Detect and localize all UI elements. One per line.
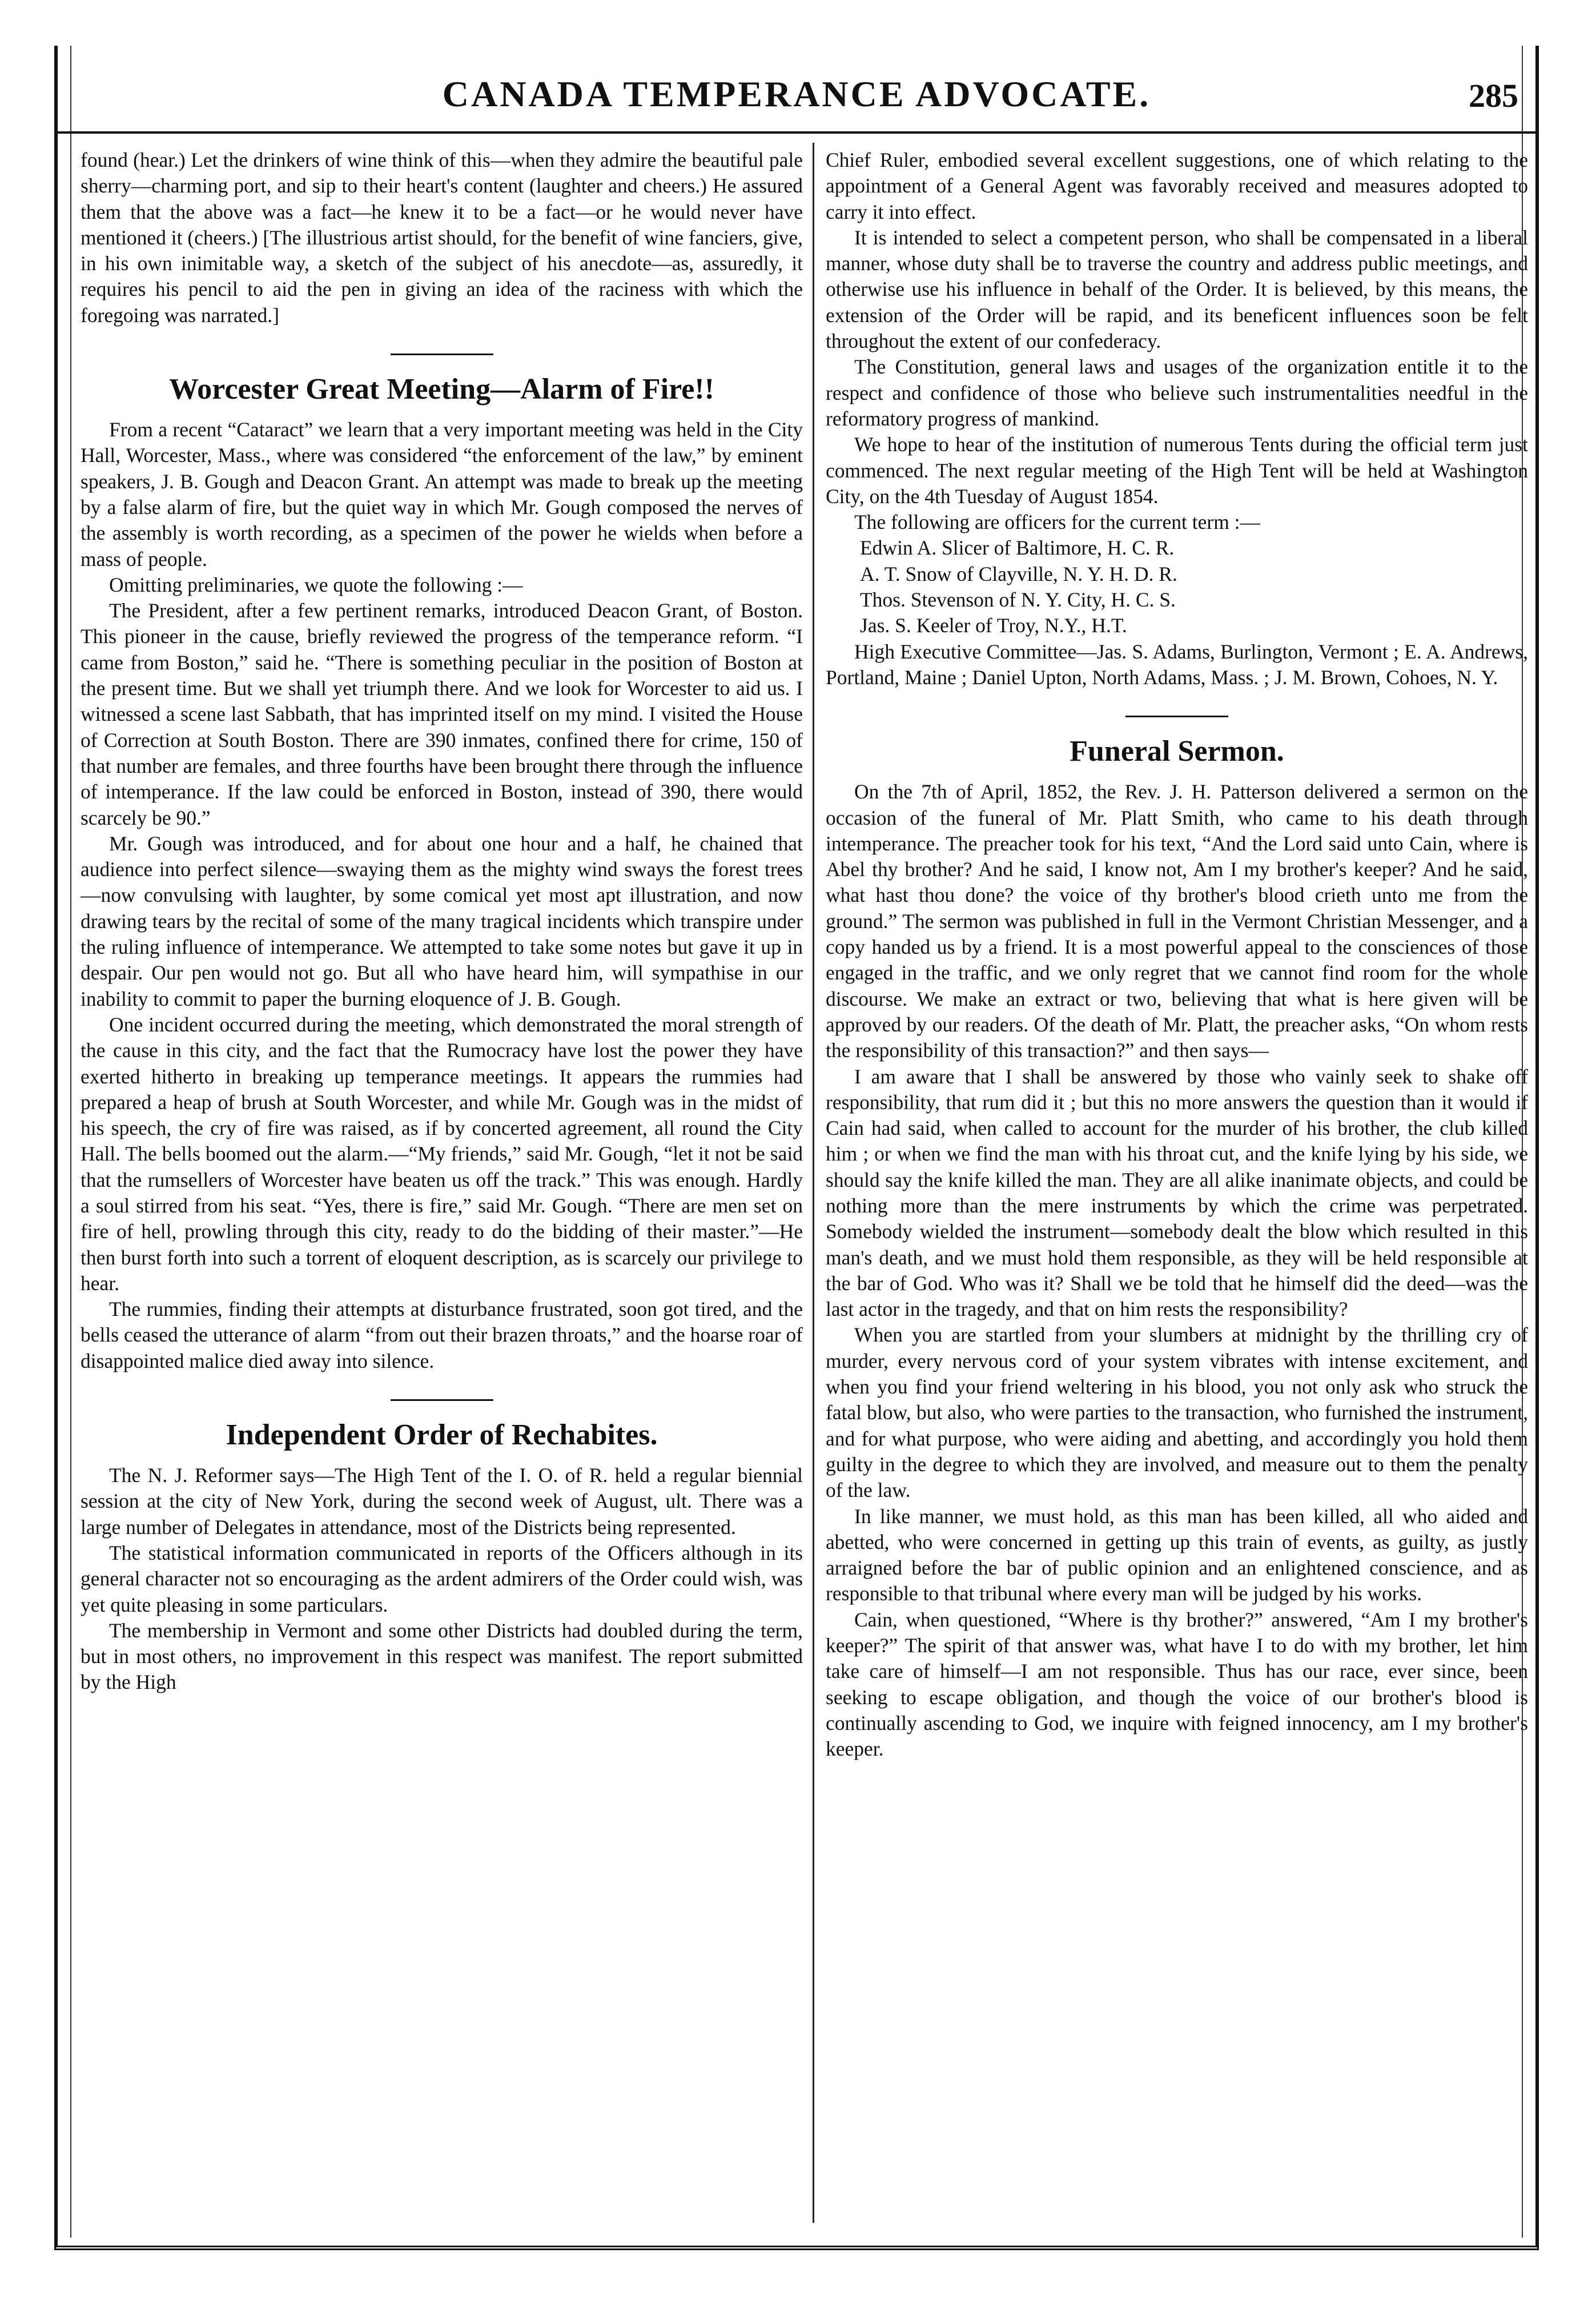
committee-paragraph: High Executive Committee—Jas. S. Adams, Burlington, Vermont ; E. A. Andrews, Portland, Maine ; Daniel Upton, North Adams, Mass. ; J. M. Brown, Cohoes, N. Y. [826, 640, 1528, 689]
article-paragraph: Mr. Gough was introduced, and for about one hour and a half, he chained that audience into perfect silence—swaying them as the mighty wind sways the forest trees—now convulsing with laughter, by some comical yet most apt illustration, and now drawing tears by the recital of some of the many tragical incidents which transpire under the ruling influence of intemperance. We attempted to take some notes but gave it up in despair. Our pen would not go. But all who have heard him, will sympathise in our inability to commit to paper the burning eloquence of J. B. Gough. [81, 832, 803, 1010]
article-paragraph: Cain, when questioned, “Where is thy brother?” answered, “Am I my brother's keeper?” The spirit of that answer was, what have I to do with my brother, let him take care of himself—I am not responsible. Thus has our race, ever since, been seeking to escape obligation, and though the voice of our brother's blood is continually ascending to God, we inquire with feigned innocency, am I my brother's keeper. [826, 1608, 1528, 1761]
section-rule [1125, 716, 1228, 717]
page-header [58, 69, 1535, 134]
article-paragraph: The President, after a few pertinent remarks, introduced Deacon Grant, of Boston. This pioneer in the cause, briefly reviewed the progress of the temperance reform. “I came from Boston,” said he. “There is something peculiar in the position of Boston at the present time. But we shall yet triumph there. And we look for Worcester to aid us. I witnessed a scene last Sabbath, that has imprinted itself on my mind. I visited the House of Correction at South Boston. There are 390 inmates, confined there for crime, 150 of that number are females, and three fourths have been brought there through the influence of intemperance. If the law could be enforced in Boston, instead of 390, there would scarcely be 90.” [81, 599, 803, 829]
newspaper-page [54, 46, 1539, 2250]
article-paragraph: In like manner, we must hold, as this man has been killed, all who aided and abetted, who were concerned in getting up this train of events, as guilty, as justly arraigned before the bar of public opinion and an enlightened conscience, and as responsible to that tribunal where every man will be judged by his works. [826, 1504, 1528, 1605]
page-number: 285 [1469, 77, 1518, 114]
officer-entry: Jas. S. Keeler of Troy, N.Y., H.T. [860, 614, 1127, 637]
officer-entry: Thos. Stevenson of N. Y. City, H. C. S. [860, 588, 1176, 612]
article-paragraph: I am aware that I shall be answered by those who vainly seek to shake off responsibility, that rum did it ; but this no more answers the question than it would if Cain had said, when called to account for the murder of his brother, the club killed him ; or when we find the man with his throat cut, and the knife lying by his side, we should say the knife killed the man. They are all alike inanimate objects, and could be nothing more than the mere instruments by which the crime was perpetrated. Somebody wielded the instrument—somebody dealt the blow which resulted in this man's death, and we must hold them responsible, as they will be held responsible at the bar of God. Who was it? Shall we be told that he himself did the deed—was the last actor in the tragedy, and that on him rests the responsibility? [826, 1065, 1528, 1321]
article-paragraph: The statistical information communicated in reports of the Officers although in its general character not so encouraging as the ardent admirers of the Order could wish, was yet quite pleasing in some particulars. [81, 1541, 803, 1616]
article-paragraph: One incident occurred during the meeting, which demonstrated the moral strength of the cause in this city, and the fact that the Rumocracy have lost the power they have exerted hitherto in breaking up temperance meetings. It appears the rummies had prepared a heap of brush at South Worcester, and while Mr. Gough was in the midst of his speech, the cry of fire was raised, as if by concerted agreement, all round the City Hall. The bells boomed out the alarm.—“My friends,” said Mr. Gough, “let it not be said that the rumsellers of Worcester have beaten us off the track.” This was enough. Hardly a soul stirred from his seat. “Yes, there is fire,” said Mr. Gough. “There are men set on fire of hell, prowling through this city, ready to do the bidding of their master.”—He then burst forth into such a torrent of eloquent description, as is scarcely our privilege to hear. [81, 1013, 803, 1295]
section-rule [391, 1399, 493, 1401]
article-paragraph: Chief Ruler, embodied several excellent suggestions, one of which relating to the appointment of a General Agent was favorably received and measures adopted to carry it into effect. [826, 148, 1528, 223]
right-column [826, 147, 1528, 2223]
article-heading-worcester: Worcester Great Meeting—Alarm of Fire!! [169, 373, 714, 406]
article-paragraph: On the 7th of April, 1852, the Rev. J. H. Patterson delivered a sermon on the occasion of the funeral of Mr. Platt Smith, who came to his death through intemperance. The preacher took for his text, “And the Lord said unto Cain, where is Abel thy brother? And he said, I know not, Am I my brother's keeper? And he said, what hast thou done? the voice of thy brother's blood crieth unto me from the ground.” The sermon was published in full in the Vermont Christian Messenger, and a copy handed us by a friend. It is a most powerful appeal to the consciences of those engaged in the traffic, and we only regret that we cannot find room for the whole discourse. We make an extract or two, believing that what is here given will be approved by our readers. Of the death of Mr. Platt, the preacher asks, “On whom rests the responsibility of this transaction?” and then says— [826, 780, 1528, 1062]
article-paragraph: The following are officers for the current term :— [854, 511, 1261, 534]
column-divider [813, 143, 814, 2223]
article-paragraph: It is intended to select a competent person, who shall be compensated in a liberal manner, whose duty shall be to traverse the country and address public meetings, and otherwise use his influence in behalf of the Order. It is believed, by this means, the extension of the Order will be rapid, and its beneficent influences soon be felt throughout the extent of our confederacy. [826, 226, 1528, 353]
left-column [81, 147, 803, 2223]
article-paragraph: When you are startled from your slumbers at midnight by the thrilling cry of murder, every nervous cord of your system vibrates with intense excitement, and when you find your friend weltering in his blood, you not only ask who struck the fatal blow, but also, who were parties to the transaction, who furnished the instrument, and for what purpose, who were aiding and abetting, and accordingly you hold them guilty in the degree to which they are involved, and measure out to them the penalty of the law. [826, 1323, 1528, 1502]
article-heading-rechabites: Independent Order of Rechabites. [226, 1419, 658, 1452]
article-paragraph: The rummies, finding their attempts at disturbance frustrated, soon got tired, and the bells ceased the utterance of alarm “from out their brazen throats,” and the hoarse roar of disappointed malice died away into silence. [81, 1298, 803, 1372]
officers-list [826, 535, 1528, 639]
article-paragraph: The Constitution, general laws and usages of the organization entitle it to the respect and confidence of those who believe such instrumentalities needful in the reformatory progress of mankind. [826, 355, 1528, 430]
section-rule [391, 354, 493, 355]
intro-paragraph: found (hear.) Let the drinkers of wine think of this—when they admire the beautiful pale sherry—charming port, and sip to their heart's content (laughter and cheers.) He assured them that the above was a fact—he knew it to be a fact—or he would never have mentioned it (cheers.) [The illustrious artist should, for the benefit of wine fanciers, give, in his own inimitable way, a sketch of the subject of his anecdote—as, assuredly, it requires his pencil to aid the pen in giving an idea of the raciness with which the foregoing was narrated.] [81, 148, 803, 327]
article-paragraph: From a recent “Cataract” we learn that a very important meeting was held in the City Hall, Worcester, Mass., where was considered “the enforcement of the law,” by eminent speakers, J. B. Gough and Deacon Grant. An attempt was made to break up the meeting by a false alarm of fire, but the quiet way in which Mr. Gough composed the nerves of the assembly is worth recording, as a specimen of the power he wields when before a mass of people. [81, 418, 803, 571]
article-heading-funeral: Funeral Sermon. [1070, 735, 1284, 768]
article-paragraph: We hope to hear of the institution of numerous Tents during the official term just commenced. The next regular meeting of the High Tent will be held at Washington City, on the 4th Tuesday of August 1854. [826, 433, 1528, 508]
article-paragraph: The N. J. Reformer says—The High Tent of the I. O. of R. held a regular biennial session at the city of New York, during the second week of August, ult. There was a large number of Delegates in attendance, most of the Districts being represented. [81, 1464, 803, 1539]
article-paragraph: Omitting preliminaries, we quote the following :— [109, 573, 523, 596]
officer-entry: Edwin A. Slicer of Baltimore, H. C. R. [860, 536, 1175, 560]
officer-entry: A. T. Snow of Clayville, N. Y. H. D. R. [860, 562, 1177, 585]
article-paragraph: The membership in Vermont and some other Districts had doubled during the term, but in most others, no improvement in this respect was manifest. The report submitted by the High [81, 1619, 803, 1694]
masthead-title: CANADA TEMPERANCE ADVOCATE. [442, 74, 1151, 114]
